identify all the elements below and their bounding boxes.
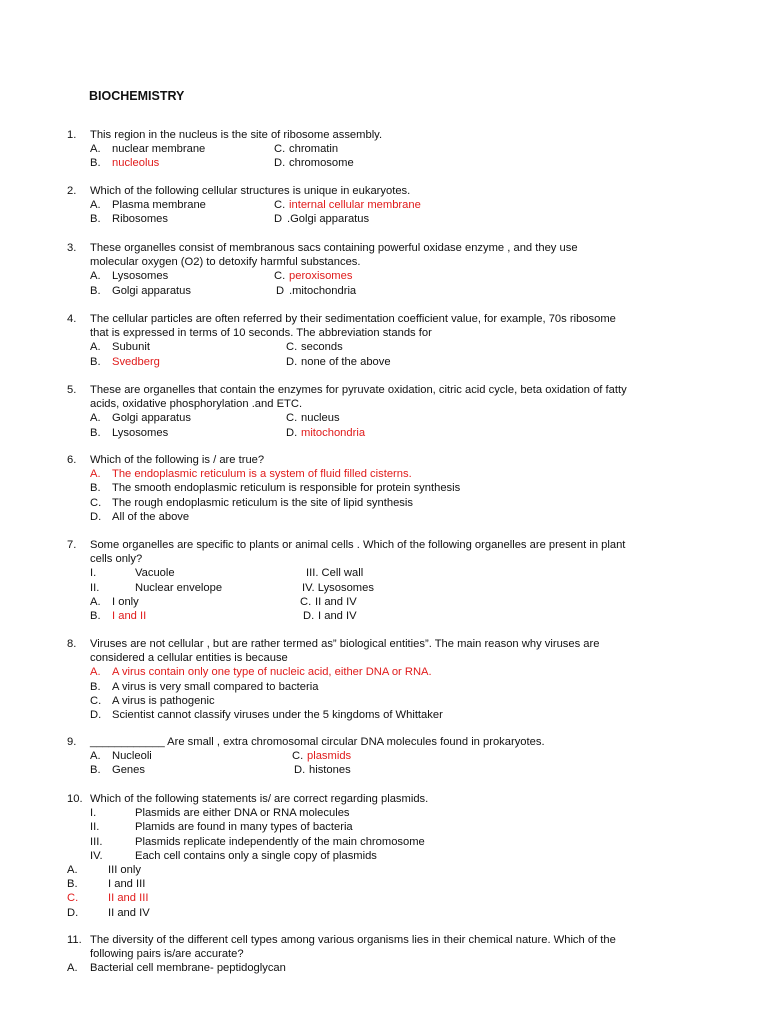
option-a: A. The endoplasmic reticulum is a system of fluid filled cisterns.: [90, 468, 412, 481]
question-stem-continued: cells only?: [90, 553, 143, 566]
option-a: A. Bacterial cell membrane- peptidoglycan: [67, 962, 286, 975]
option-b: B. Svedberg: [90, 355, 160, 368]
question-stem: These are organelles that contain the enzymes for pyruvate oxidation, citric acid cycle, beta oxidation of fatty: [90, 384, 627, 396]
option-a: A. Golgi apparatus: [90, 412, 191, 425]
question-number: 6.: [67, 454, 77, 466]
question-number: 5.: [67, 384, 77, 396]
option-b: B. Lysosomes: [90, 426, 169, 439]
question-stem: ____________ Are small , extra chromosomal circular DNA molecules found in prokaryotes.: [90, 736, 545, 748]
question-number: 9.: [67, 736, 77, 748]
option-c: C. plasmids: [292, 750, 352, 763]
question-stem: Which of the following cellular structures is unique in eukaryotes.: [90, 185, 411, 197]
correct-answer: mitochondria: [301, 426, 366, 439]
option-a: A. nuclear membrane: [90, 143, 206, 156]
correct-answer: A virus contain only one type of nucleic acid, either DNA or RNA.: [112, 666, 432, 679]
option-a: A. Lysosomes: [90, 270, 169, 283]
option-b: B. A virus is very small compared to bacteria: [90, 680, 319, 693]
question-number: 11.: [67, 934, 82, 946]
correct-answer: The endoplasmic reticulum is a system of fluid filled cisterns.: [112, 468, 412, 481]
question-2: [67, 184, 727, 227]
statement-ii: II. Plamids are found in many types of bacteria: [90, 821, 353, 834]
question-stem: The cellular particles are often referred by their sedimentation coefficient value, for example, 70s ribosome: [90, 313, 616, 325]
statement-ii: II. Nuclear envelope: [90, 581, 223, 594]
question-stem: Which of the following is / are true?: [90, 454, 265, 466]
question-7: [67, 538, 727, 623]
statement-i: I. Plasmids are either DNA or RNA molecules: [90, 807, 350, 820]
option-d: D. II and IV: [67, 906, 150, 919]
question-1: [67, 128, 727, 171]
question-number: 10.: [67, 793, 83, 805]
question-9: [67, 735, 727, 778]
option-b: B. nucleolus: [90, 157, 160, 170]
option-a: A. III only: [67, 863, 141, 876]
option-d: D. chromosome: [274, 157, 354, 170]
question-number: 3.: [67, 242, 77, 254]
option-a: A. Nucleoli: [90, 750, 152, 763]
option-b: B. I and II: [90, 609, 147, 622]
correct-answer: peroxisomes: [289, 270, 353, 283]
question-stem: Some organelles are specific to plants or animal cells . Which of the following organelles are present in plant: [90, 539, 626, 551]
option-d: D. Scientist cannot classify viruses under the 5 kingdoms of Whittaker: [90, 708, 443, 721]
question-number: 1.: [67, 129, 77, 141]
question-number: 2.: [67, 185, 77, 197]
question-3: [67, 241, 727, 298]
correct-answer: II and III: [108, 892, 149, 905]
correct-answer: Svedberg: [112, 355, 160, 368]
option-a: A. A virus contain only one type of nucleic acid, either DNA or RNA.: [90, 666, 432, 679]
statement-iv: IV. Each cell contains only a single copy of plasmids: [90, 849, 377, 862]
question-stem: Which of the following statements is/ are correct regarding plasmids.: [90, 793, 429, 805]
correct-answer: plasmids: [307, 750, 352, 763]
question-number: 8.: [67, 638, 77, 650]
option-d: D. I and IV: [303, 609, 357, 622]
question-6: [67, 453, 727, 524]
option-a: A. I only: [90, 595, 139, 608]
statement-i: I. Vacuole: [90, 567, 175, 580]
question-8: [67, 637, 727, 722]
option-b: B. Ribosomes: [90, 213, 168, 226]
correct-answer: I and II: [112, 609, 147, 622]
statement-iv: IV. Lysosomes: [302, 581, 374, 594]
question-stem-continued: molecular oxygen (O2) to detoxify harmful substances.: [90, 256, 361, 269]
option-c: C. II and III: [67, 892, 149, 905]
option-b: B. The smooth endoplasmic reticulum is responsible for protein synthesis: [90, 482, 461, 495]
option-c: C. II and IV: [300, 595, 357, 608]
option-c: C. chromatin: [274, 143, 339, 156]
option-c: C. The rough endoplasmic reticulum is the site of lipid synthesis: [90, 496, 413, 509]
question-stem-continued: that is expressed in terms of 10 seconds. The abbreviation stands for: [90, 327, 432, 340]
option-b: B. Golgi apparatus: [90, 284, 191, 297]
option-d: D. none of the above: [286, 355, 391, 368]
question-stem: This region in the nucleus is the site of ribosome assembly.: [90, 129, 383, 141]
option-a: A. Plasma membrane: [90, 199, 206, 212]
correct-answer: nucleolus: [112, 157, 160, 170]
question-10: [67, 792, 727, 920]
option-d: D .mitochondria: [276, 284, 357, 297]
question-stem-continued: considered a cellular entities is because: [90, 652, 288, 665]
option-d: D. histones: [294, 764, 351, 777]
correct-answer: internal cellular membrane: [289, 199, 421, 212]
option-c: C. seconds: [286, 341, 343, 354]
question-stem-continued: following pairs is/are accurate?: [90, 948, 244, 961]
option-c: C. A virus is pathogenic: [90, 694, 215, 707]
question-5: [67, 383, 727, 440]
question-4: [67, 312, 727, 369]
option-c: C. internal cellular membrane: [274, 199, 421, 212]
question-stem: The diversity of the different cell types among various organisms lies in their chemical nature. Which of the: [90, 934, 616, 946]
option-b: B. I and III: [67, 878, 146, 891]
question-11: [67, 933, 727, 976]
page-title: BIOCHEMISTRY: [89, 89, 185, 103]
question-number: 4.: [67, 313, 77, 325]
statement-iii: III. Plasmids replicate independently of the main chromosome: [90, 835, 425, 848]
option-c: C. nucleus: [286, 412, 340, 425]
option-d: D. mitochondria: [286, 426, 366, 439]
question-stem-continued: acids, oxidative phosphorylation .and ETC.: [90, 398, 303, 411]
option-c: C. peroxisomes: [274, 270, 353, 283]
question-number: 7.: [67, 539, 77, 551]
question-stem: These organelles consist of membranous sacs containing powerful oxidase enzyme , and they use: [90, 242, 578, 254]
question-stem: Viruses are not cellular , but are rather termed as” biological entities”. The main reason why viruses are: [90, 638, 600, 650]
option-a: A. Subunit: [90, 341, 150, 354]
statement-iii: III. Cell wall: [306, 567, 364, 580]
option-d: D .Golgi apparatus: [274, 213, 370, 226]
option-d: D. All of the above: [90, 510, 190, 523]
option-b: B. Genes: [90, 764, 145, 777]
